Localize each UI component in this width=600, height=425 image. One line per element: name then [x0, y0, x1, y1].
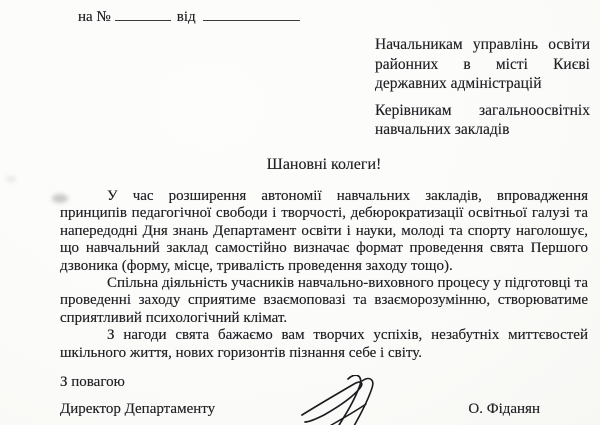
salutation: Шановні колеги! [266, 156, 382, 173]
reference-date-blank [203, 7, 300, 21]
signer-name: О. Фіданян [468, 401, 540, 418]
recipient-primary: Начальникам управлінь освіти районних в місті Києві державних адміністрацій [375, 36, 590, 92]
paragraph-1: У час розширення автономії навчальних закладів, впровадження принципів педагогічної свободи і творчості, дебюрократизації освітньої галузі та напередодні Дня знань Департамент освіти і науки, молоді та спорту наголошує, що навчальний заклад самостійно визначає формат проведення свята Першого дзвоника (форму, місце, тривалість проведення заходу тощо). [60, 188, 588, 274]
recipient-secondary: Керівникам загальноосвітніх навчальних закладів [375, 101, 590, 138]
reference-number-blank [115, 7, 171, 21]
handwritten-signature-icon [298, 375, 386, 425]
recipients-block [375, 35, 590, 140]
signer-title: Директор Департаменту [60, 401, 216, 418]
scan-smudge [6, 176, 16, 182]
signature-row [60, 401, 588, 425]
paragraph-2: Спільна діяльність учасників навчально-виховного процесу у підготовці та проведенні заходу сприятиме взаємоповазі та взаєморозумінню, створюватиме сприятливий психологічний клімат. [60, 275, 588, 326]
letter-body [60, 188, 588, 425]
reference-line [78, 7, 300, 26]
paragraph-3: З нагоди свята бажаємо вам творчих успіхів, незабутніх миттєвостей шкільного життя, нових горизонтів пізнання себе і світу. [60, 327, 588, 361]
closing-regards: З повагою [60, 374, 125, 391]
reference-date-label: від [176, 9, 196, 25]
reference-number-label: на № [78, 9, 111, 25]
